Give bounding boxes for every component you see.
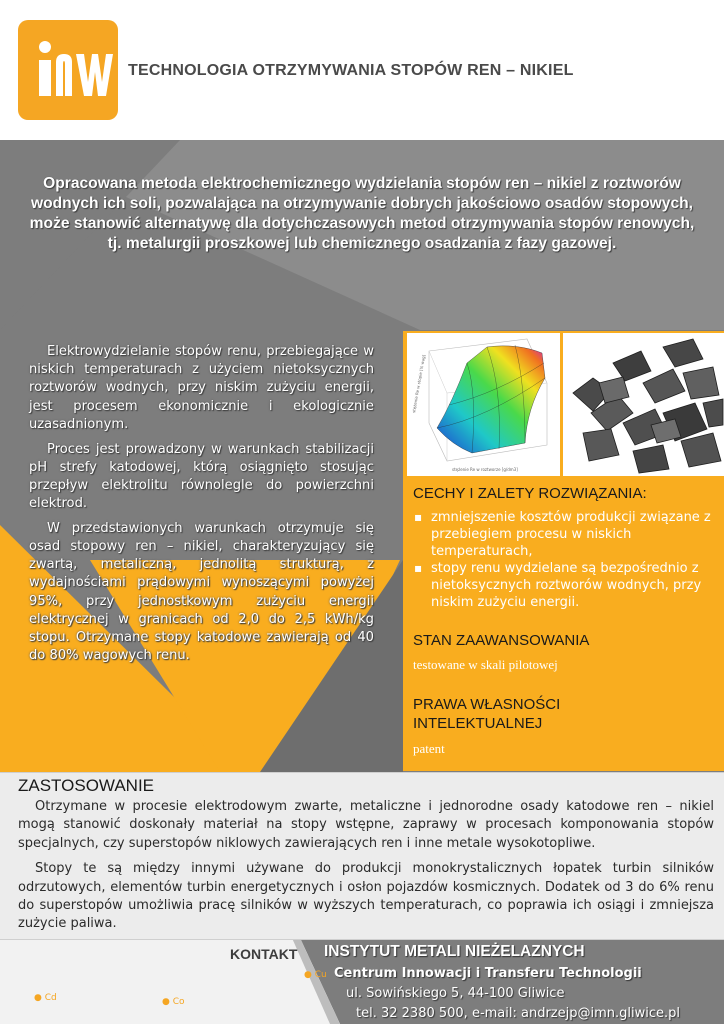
center-name: Centrum Innowacji i Transferu Technologii: [334, 966, 642, 981]
list-item: ▪ stopy renu wydzielane są bezpośrednio z nietoksycznych roztworów wodnych, przy niskim zużyciu energii.: [413, 560, 718, 611]
list-item: ▪ zmniejszenie kosztów produkcji związane z przebiegiem procesu w niskich temperaturach,: [413, 509, 718, 560]
process-description: [29, 343, 374, 672]
body-paragraph: Proces jest prowadzony w warunkach stabilizacji pH strefy katodowej, którą osiągnięto stosując przepływ elektrolitu równolegle do powierzchni elektrod.: [29, 441, 374, 512]
metal-flakes-photo: [563, 333, 724, 476]
element-label-cu: ● Cu: [304, 970, 327, 980]
institute-name: INSTYTUT METALI NIEŻELAZNYCH: [324, 943, 585, 960]
contact-info: tel. 32 2380 500, e-mail: andrzejp@imn.gliwice.pl: [356, 1006, 680, 1021]
contact-label: KONTAKT: [230, 946, 298, 962]
contact-details: [334, 964, 680, 1024]
application-text: [18, 798, 714, 941]
features-heading: CECHY I ZALETY ROZWIĄZANIA:: [413, 485, 647, 502]
features-list: [413, 509, 718, 611]
application-paragraph: Stopy te są między innymi używane do produkcji monokrystalicznych łopatek turbin silników odrzutowych, elementów turbin energetycznych i osłon pojazdów kosmicznych. Dodatek od 3 do 6% renu do superstopów umożliwia pracę silników w wyższych temperaturach, co poprawia ich osiągi i zmniejsza zużycie paliwa.: [18, 861, 714, 932]
ip-value: patent: [413, 741, 445, 756]
status-value: testowane w skali pilotowej: [413, 657, 558, 672]
element-label-cd: ● Cd: [34, 993, 57, 1003]
application-heading: ZASTOSOWANIE: [18, 776, 155, 795]
status-heading: STAN ZAAWANSOWANIA: [413, 632, 590, 649]
address: ul. Sowińskiego 5, 44-100 Gliwice: [346, 986, 565, 1001]
element-label-co: ● Co: [162, 997, 185, 1007]
imn-logo-mark: [18, 20, 118, 120]
svg-text:stężenie Re w stopie [% wag]: stężenie Re w stopie [% wag]: [411, 354, 427, 414]
document-title: TECHNOLOGIA OTRZYMYWANIA STOPÓW REN – NIKIEL: [128, 62, 574, 79]
ip-heading: PRAWA WŁASNOŚCI INTELEKTUALNEJ: [413, 696, 561, 732]
surface-plot-image: [407, 333, 560, 476]
application-paragraph: Otrzymane w procesie elektrodowym zwarte, metaliczne i jednorodne osady katodowe ren – nikiel mogą stanowić doskonały materiał na stopy wstępne, zaprawy w procesach komponowania stopów specjalnych, czy superstopów niklowych zawierających ren i inne metale wysokotopliwe.: [18, 799, 714, 851]
imn-logo: [18, 20, 118, 120]
svg-text:stężenie Re w roztworze [g/dm3: stężenie Re w roztworze [g/dm3]: [452, 467, 518, 472]
body-paragraph: W przedstawionych warunkach otrzymuje się osad stopowy ren – nikiel, charakteryzujący się zwartą, metaliczną, jednolitą strukturą, z wydajnościami prądowymi wynoszącymi powyżej 95%, przy jednostkowym zużyciu energii elektrycznej w granicach od 2,0 do 2,5 kWh/kg stopu. Otrzymane stopy katodowe zawierają od 40 do 80% wagowych renu.: [29, 520, 374, 664]
lead-paragraph: Opracowana metoda elektrochemicznego wydzielania stopów ren – nikiel z roztworów wodnych ich soli, pozwalająca na otrzymywanie dobrych jakościowo osadów stopowych, może stanowić alternatywę dla dotychczasowych metod otrzymywania stopów renowych, tj. metalurgii proszkowej lub chemicznego osadzania z fazy gazowej.: [29, 175, 695, 252]
body-paragraph: Elektrowydzielanie stopów renu, przebiegające w niskich temperaturach z użyciem nietoksycznych roztworów wodnych, przy niskim zużyciu energii, jest procesem ekonomicznie i ekologicznie uzasadnionym.: [29, 344, 374, 432]
